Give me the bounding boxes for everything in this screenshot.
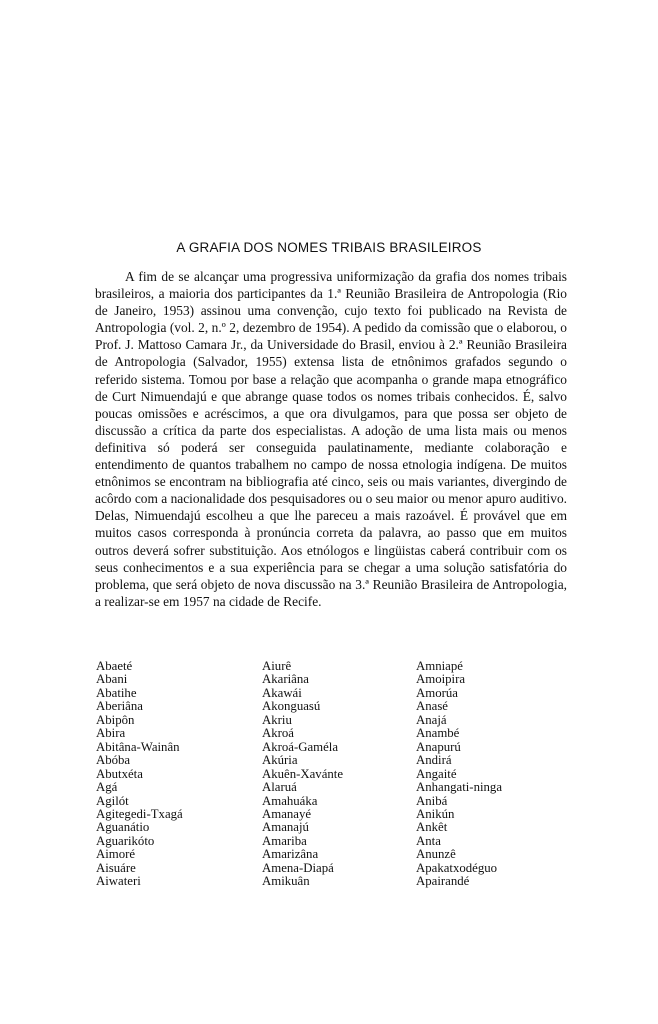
- tribal-name: Akriu: [262, 712, 292, 727]
- tribal-name: Abira: [96, 726, 126, 741]
- tribal-name: Akawái: [262, 685, 302, 700]
- tribal-name: Amena-Diapá: [262, 860, 334, 875]
- tribal-name: Amorúa: [416, 685, 458, 700]
- names-column-3: [416, 660, 566, 889]
- tribal-name: Amikuân: [262, 874, 310, 889]
- tribal-name: Akroá: [262, 726, 294, 741]
- tribal-name: Akonguasú: [262, 699, 321, 714]
- tribal-name: Agilót: [96, 793, 129, 808]
- tribal-name: Apakatxodéguo: [416, 860, 498, 875]
- tribal-name: Alaruá: [262, 780, 297, 795]
- tribal-name: Agitegedi-Txagá: [96, 806, 183, 821]
- tribal-name: Abani: [96, 672, 128, 687]
- tribal-name: Amoipira: [416, 672, 466, 687]
- tribal-name: Amarizâna: [262, 847, 319, 862]
- tribal-name: Angaité: [416, 766, 457, 781]
- tribal-name: Andirá: [416, 753, 452, 768]
- tribal-name: Amniapé: [416, 659, 463, 673]
- tribal-name: Abitâna-Wainân: [96, 739, 180, 754]
- tribal-name: Apairandé: [416, 874, 470, 889]
- tribal-name: Agá: [96, 780, 118, 795]
- tribal-name: Anikún: [416, 806, 455, 821]
- tribal-name: Ankêt: [416, 820, 448, 835]
- tribal-name: Amahuáka: [262, 793, 318, 808]
- tribal-name: Aguarikóto: [96, 833, 155, 848]
- body-paragraph: A fim de se alcançar uma progressiva uniformização da grafia dos nomes tribais brasileiros, a maioria dos participantes da 1.ª Reunião Brasileira de Antropologia (Rio de Janeiro, 1953) assinou uma convenção, cujo texto foi publicado na Revista de Antropologia (vol. 2, n.º 2, dezembro de 1954). A pedido da comissão que o elaborou, o Prof. J. Mattoso Camara Jr., da Universidade do Brasil, enviou à 2.ª Reunião Brasileira de Antropologia (Salvador, 1955) extensa lista de etnônimos grafados segundo o referido sistema. Tomou por base a relação que acompanha o grande mapa etnográfico de Curt Nimuendajú e que abrange quase todos os nomes tribais conhecidos. É, salvo poucas omissões e acréscimos, a que ora divulgamos, para que possa ser objeto de discussão a crítica da parte dos especialistas. A adoção de uma lista mais ou menos definitiva só poderá ser conseguida paulatinamente, mediante colaboração e entendimento de quantos trabalhem no campo de nossa etnologia indígena. De muitos etnônimos se encontram na bibliografia até cinco, seis ou mais variantes, divergindo de acôrdo com a nacionalidade dos pesquisadores ou o seu maior ou menor apuro auditivo. Delas, Nimuendajú escolheu a que lhe pareceu a mais razoável. É provável que em muitos casos corresponda à pronúncia correta da palavra, ao passo que em muitos outros deverá sofrer substituição. Aos etnólogos e lingüistas caberá contribuir com os seus conhecimentos e a sua experiência para se chegar a uma solução satisfatória do problema, que será objeto de nova discussão na 3.ª Reunião Brasileira de Antropologia, a realizar-se em 1957 na cidade de Recife.: [95, 269, 567, 609]
- tribal-name: Anunzê: [416, 847, 456, 862]
- tribal-name: Anasé: [416, 699, 448, 714]
- tribal-name: Anta: [416, 833, 441, 848]
- tribal-name: Amanajú: [262, 820, 309, 835]
- tribal-name: Aisuáre: [96, 860, 136, 875]
- document-title: A GRAFIA DOS NOMES TRIBAIS BRASILEIROS: [176, 240, 482, 255]
- tribal-name: Aguanátio: [96, 820, 150, 835]
- tribal-name: Akuên-Xavánte: [262, 766, 344, 781]
- names-column-2: [262, 660, 412, 889]
- tribal-name: Abaeté: [96, 659, 133, 673]
- tribal-name: Abipôn: [96, 712, 135, 727]
- tribal-name: Abutxéta: [96, 766, 143, 781]
- tribal-name: Anapurú: [416, 739, 461, 754]
- tribal-name: Amariba: [262, 833, 307, 848]
- tribal-name: Abóba: [96, 753, 131, 768]
- tribal-name: Akariâna: [262, 672, 309, 687]
- tribal-name: Aiurê: [262, 659, 292, 673]
- names-column-1: [96, 660, 246, 889]
- tribal-name: Anibá: [416, 793, 448, 808]
- tribal-name: Akroá-Gaméla: [262, 739, 339, 754]
- tribal-name: Aimoré: [96, 847, 136, 862]
- tribal-name: Anambé: [416, 726, 460, 741]
- tribal-name: Aberiâna: [96, 699, 143, 714]
- tribal-names-list: [96, 660, 566, 889]
- tribal-name: Anajá: [416, 712, 447, 727]
- tribal-name: Abatihe: [96, 685, 137, 700]
- tribal-name: Amanayé: [262, 806, 312, 821]
- tribal-name: Anhangati-ninga: [416, 780, 502, 795]
- tribal-name: Aiwateri: [96, 874, 141, 889]
- tribal-name: Akúria: [262, 753, 298, 768]
